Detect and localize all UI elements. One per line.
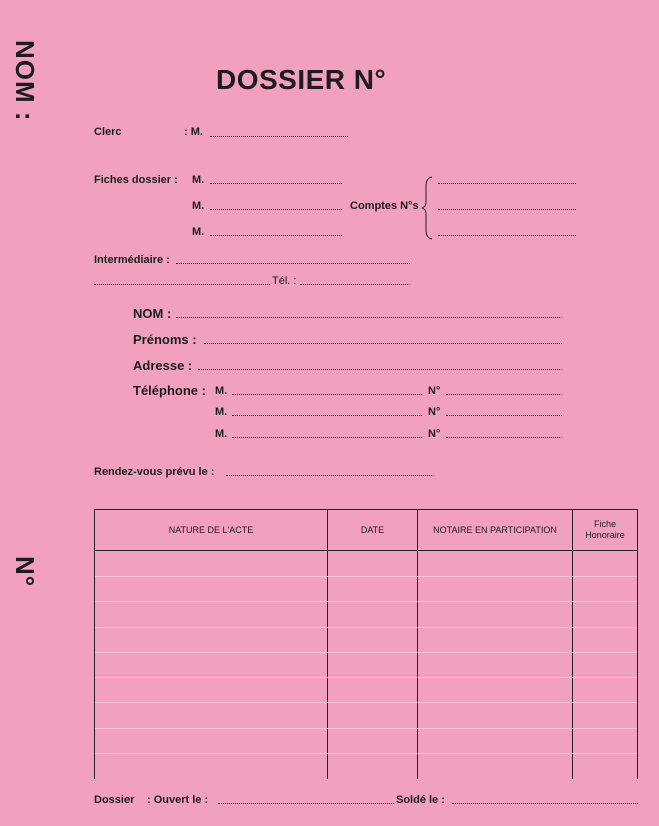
fiches-m-1: M. — [192, 174, 205, 186]
side-number-label: N° — [10, 556, 40, 588]
brace-icon — [420, 176, 434, 240]
table-row-separator — [95, 576, 637, 577]
phone-no-field-1[interactable] — [446, 394, 562, 395]
table-row-separator — [95, 728, 637, 729]
comptes-label: Comptes N°s — [350, 200, 419, 212]
table-row-separator — [95, 753, 637, 754]
phone-no-3: N° — [428, 428, 441, 440]
table-col-divider — [637, 509, 638, 779]
footer-ouvert-label: : Ouvert le : — [147, 794, 209, 806]
phone-no-field-3[interactable] — [446, 437, 562, 438]
phone-no-1: N° — [428, 385, 441, 397]
client-nom-label: NOM : — [133, 306, 172, 321]
client-telephone-label: Téléphone : — [133, 383, 206, 398]
phone-no-2: N° — [428, 406, 441, 418]
phone-m-3: M. — [215, 428, 228, 440]
fiches-m-2: M. — [192, 200, 205, 212]
clerc-label: Clerc — [94, 126, 122, 138]
intermediaire-field-2[interactable] — [94, 284, 270, 285]
comptes-field-3[interactable] — [438, 235, 576, 236]
fiches-label: Fiches dossier : — [94, 174, 178, 186]
table-row-separator — [95, 652, 637, 653]
fiches-field-2[interactable] — [210, 209, 342, 210]
page-title: DOSSIER N° — [216, 64, 387, 95]
intermediaire-field[interactable] — [176, 263, 410, 264]
tel-field[interactable] — [300, 284, 410, 285]
client-adresse-field[interactable] — [198, 369, 562, 370]
tel-label: Tél. : — [272, 275, 297, 287]
table-header-notaire: NOTAIRE EN PARTICIPATION — [433, 524, 557, 535]
intermediaire-label: Intermédiaire : — [94, 254, 170, 266]
client-prenoms-label: Prénoms : — [133, 332, 197, 347]
comptes-field-1[interactable] — [438, 183, 576, 184]
footer-solde-label: Soldé le : — [396, 794, 445, 806]
clerc-field[interactable] — [210, 136, 348, 137]
phone-m-1: M. — [215, 385, 228, 397]
fiches-field-1[interactable] — [210, 183, 342, 184]
phone-no-field-2[interactable] — [446, 415, 562, 416]
client-adresse-label: Adresse : — [133, 358, 193, 373]
client-prenoms-field[interactable] — [204, 343, 562, 344]
client-nom-field[interactable] — [176, 317, 562, 318]
table-header-border — [94, 550, 638, 551]
table-header-nature: NATURE DE L'ACTE — [168, 524, 254, 535]
fiches-m-3: M. — [192, 226, 205, 238]
table-row-separator — [95, 677, 637, 678]
table-row-separator — [95, 627, 637, 628]
footer-ouvert-field[interactable] — [218, 803, 394, 804]
comptes-field-2[interactable] — [438, 209, 576, 210]
fiches-field-3[interactable] — [210, 235, 342, 236]
phone-m-2: M. — [215, 406, 228, 418]
table-row-separator — [95, 702, 637, 703]
phone-m-field-3[interactable] — [232, 437, 422, 438]
table-header-fiche: Fiche Honoraire — [585, 519, 625, 540]
rdv-label: Rendez-vous prévu le : — [94, 466, 215, 478]
side-nom-label: NOM : — [10, 40, 40, 122]
phone-m-field-1[interactable] — [232, 394, 422, 395]
rdv-field[interactable] — [226, 475, 434, 476]
footer-dossier-label: Dossier — [94, 794, 135, 806]
phone-m-field-2[interactable] — [232, 415, 422, 416]
table-row-separator — [95, 601, 637, 602]
table-header-date: DATE — [360, 524, 385, 535]
footer-solde-field[interactable] — [452, 803, 638, 804]
clerc-sep: : M. — [184, 126, 203, 138]
